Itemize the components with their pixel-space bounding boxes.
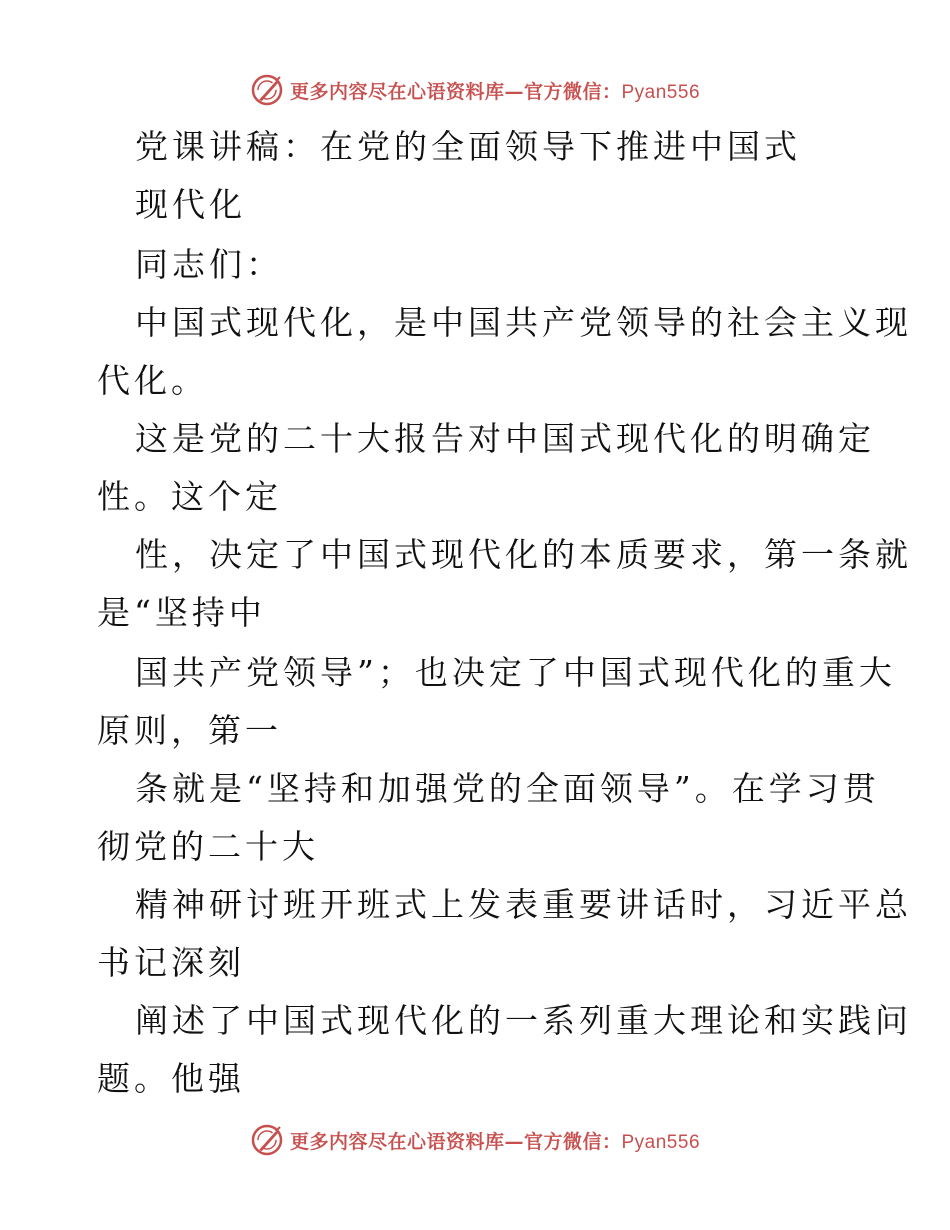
paragraph-line: 国共产党领导”；也决定了中国式现代化的重大 <box>135 653 896 692</box>
paragraph-line: 精神研讨班开班式上发表重要讲话时，习近平总 <box>135 885 912 924</box>
paragraph-line: 书记深刻 <box>97 943 245 982</box>
doc-title-line-1: 党课讲稿：在党的全面领导下推进中国式 <box>135 127 801 166</box>
paragraph-line: 这是党的二十大报告对中国式现代化的明确定 <box>135 419 875 458</box>
wechat-id: Pyan556 <box>621 81 701 103</box>
paragraph-line: 代化。 <box>97 361 208 400</box>
paragraph-line: 题。他强 <box>97 1059 245 1098</box>
wechat-id: Pyan556 <box>621 1131 701 1153</box>
paragraph-line: 彻党的二十大 <box>97 827 319 866</box>
paragraph-line: 原则，第一 <box>97 711 282 750</box>
footer-banner <box>0 1120 950 1160</box>
banner-text: 更多内容尽在心语资料库—官方微信：Pyan556 <box>289 80 701 103</box>
paragraph-line: 性。这个定 <box>97 477 282 516</box>
paragraph-line: 条就是“坚持和加强党的全面领导”。在学习贯 <box>135 769 880 808</box>
banner-text: 更多内容尽在心语资料库—官方微信：Pyan556 <box>289 1130 701 1153</box>
header-banner <box>0 70 950 110</box>
quill-circle-logo-icon <box>250 1123 284 1157</box>
quill-circle-logo-icon <box>250 73 284 107</box>
paragraph-line: 性，决定了中国式现代化的本质要求，第一条就 <box>135 535 912 574</box>
paragraph-line: 是“坚持中 <box>97 593 266 632</box>
paragraph-line: 中国式现代化，是中国共产党领导的社会主义现 <box>135 303 912 342</box>
salutation: 同志们： <box>135 245 283 284</box>
doc-title-line-2: 现代化 <box>135 185 246 224</box>
paragraph-line: 阐述了中国式现代化的一系列重大理论和实践问 <box>135 1001 912 1040</box>
